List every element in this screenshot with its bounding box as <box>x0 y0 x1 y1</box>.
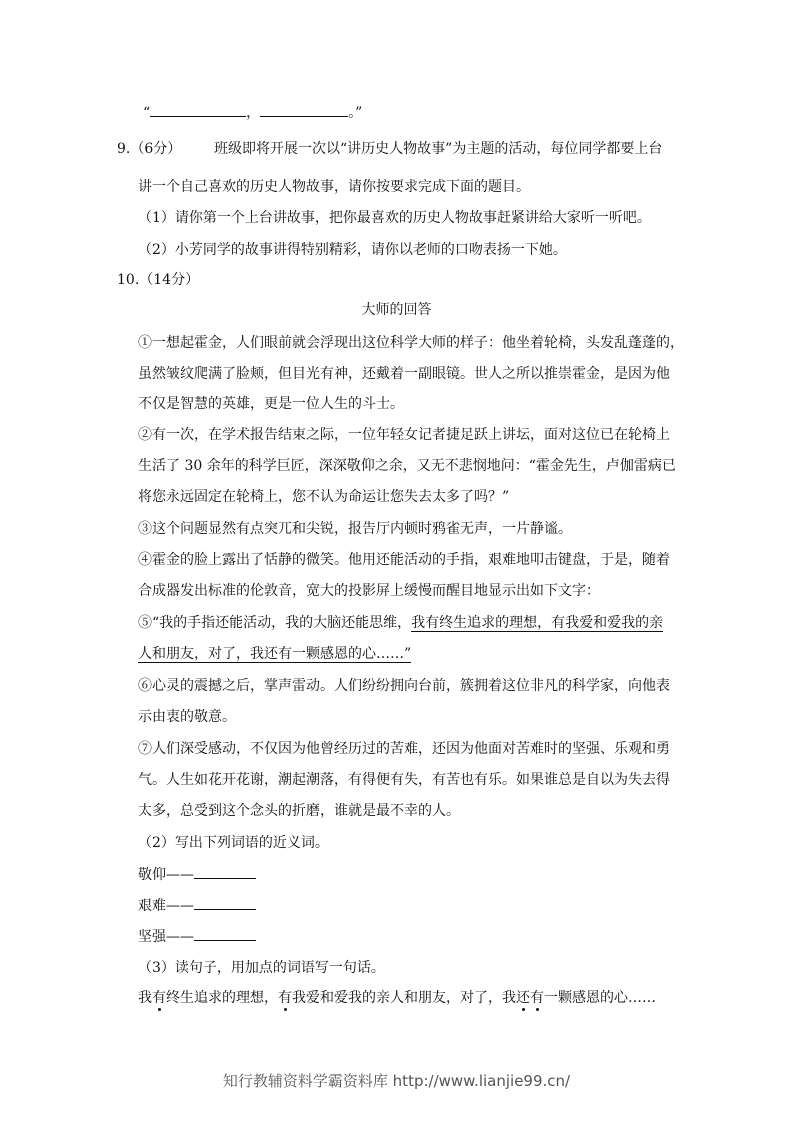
synonym-row-2 <box>138 895 256 916</box>
dotted-word-hai: 还 <box>516 990 530 1006</box>
synonym-word-2: 艰难—— <box>138 898 194 914</box>
dotted-word-you-2: 有 <box>278 990 292 1006</box>
paragraph-2-line-3: 将您永远固定在轮椅上，您不认为命运让您失去太多了吗？” <box>138 489 510 505</box>
paragraph-2-line-1: ②有一次，在学术报告结束之际，一位年轻女记者捷足跃上讲坛，面对这位已在轮椅上 <box>138 427 670 443</box>
separator: ， <box>246 105 261 121</box>
q9-item-1: （1）请你第一个上台讲故事，把你最喜欢的历史人物故事赶紧讲给大家听一听吧。 <box>138 210 651 226</box>
dotted-word-you-1: 有 <box>152 990 166 1006</box>
paragraph-5-line-1 <box>138 613 663 633</box>
dotted-word-you-3: 有 <box>530 990 544 1006</box>
sentence-part-a: 我 <box>138 990 152 1006</box>
sub-question-3: （3）读句子，用加点的词语写一句话。 <box>138 960 385 976</box>
synonym-blank-2[interactable] <box>194 895 256 910</box>
paragraph-7-line-3: 太多，总受到这个念头的折磨，谁就是最不幸的人。 <box>138 803 460 819</box>
underlined-sentence-part-1: 我有终生追求的理想，有我爱和爱我的亲 <box>411 615 664 631</box>
paragraph-1-line-2: 虽然皱纹爬满了脸颊，但目光有神，还戴着一副眼镜。世人之所以推崇霍金，是因为他 <box>138 366 670 382</box>
quote-open: “ <box>143 105 151 121</box>
sub-question-2: （2）写出下列词语的近义词。 <box>138 835 329 851</box>
paragraph-3: ③这个问题显然有点突兀和尖锐，报告厅内顿时鸦雀无声，一片静谧。 <box>138 521 572 537</box>
answer-blank-2[interactable] <box>260 102 348 117</box>
synonym-blank-1[interactable] <box>194 864 256 879</box>
synonym-row-1 <box>138 864 256 885</box>
footer-watermark: 知行教辅资料学霸资料库 http://www.lianjie99.cn/ <box>222 1072 571 1090</box>
underlined-sentence-part-2: 人和朋友，对了，我还有一颗感恩的心……” <box>138 646 412 662</box>
synonym-word-1: 敬仰—— <box>138 867 194 883</box>
sentence-part-e: 我爱和爱我的亲人和朋友，对了，我 <box>292 990 516 1006</box>
q8-answer-line <box>143 102 362 123</box>
q10-header: 10.（14分） <box>117 272 200 288</box>
quote-close: 。” <box>348 105 363 121</box>
synonym-word-3: 坚强—— <box>138 929 194 945</box>
dotted-sentence <box>138 988 656 1008</box>
q9-intro-2: 讲一个自己喜欢的历史人物故事，请你按要求完成下面的题目。 <box>138 179 530 195</box>
paragraph-4-line-1: ④霍金的脸上露出了恬静的微笑。他用还能活动的手指，艰难地叩击键盘，于是，随着 <box>138 552 670 568</box>
paragraph-7-line-2: 气。人生如花开花谢，潮起潮落，有得便有失，有苦也有乐。如果谁总是自以为失去得 <box>138 772 670 788</box>
q9-header: 9.（6分） <box>117 141 182 157</box>
paragraph-5-line-2 <box>138 644 411 664</box>
q9-item-2: （2）小芳同学的故事讲得特别精彩，请你以老师的口吻表扬一下她。 <box>138 242 567 258</box>
synonym-blank-3[interactable] <box>194 926 256 941</box>
passage-title: 大师的回答 <box>361 302 432 318</box>
paragraph-6-line-2: 示由衷的敬意。 <box>138 709 236 725</box>
paragraph-7-line-1: ⑦人们深受感动，不仅因为他曾经历过的苦难，还因为他面对苦难时的坚强、乐观和勇 <box>138 741 670 757</box>
q9-intro-1: 班级即将开展一次以“讲历史人物故事”为主题的活动，每位同学都要上台 <box>214 141 663 157</box>
answer-blank-1[interactable] <box>150 102 246 117</box>
paragraph-1-line-3: 不仅是智慧的英雄，更是一位人生的斗士。 <box>138 396 404 412</box>
paragraph-6-line-1: ⑥心灵的震撼之后，掌声雷动。人们纷纷拥向台前，簇拥着这位非凡的科学家，向他表 <box>138 678 670 694</box>
sentence-part-c: 终生追求的理想， <box>166 990 278 1006</box>
paragraph-4-line-2: 合成器发出标准的伦敦音，宽大的投影屏上缓慢而醒目地显示出如下文字： <box>138 583 600 599</box>
paragraph-5-plain: ⑤“我的手指还能活动，我的大脑还能思维， <box>138 615 412 631</box>
sentence-part-h: 一颗感恩的心…… <box>544 990 656 1006</box>
synonym-row-3 <box>138 926 256 947</box>
paragraph-2-line-2: 生活了 30 余年的科学巨匠，深深敬仰之余，又无不悲悯地问：“霍金先生，卢伽雷病已 <box>138 458 676 474</box>
paragraph-1-line-1: ①一想起霍金，人们眼前就会浮现出这位科学大师的样子：他坐着轮椅，头发乱蓬蓬的， <box>138 335 684 351</box>
